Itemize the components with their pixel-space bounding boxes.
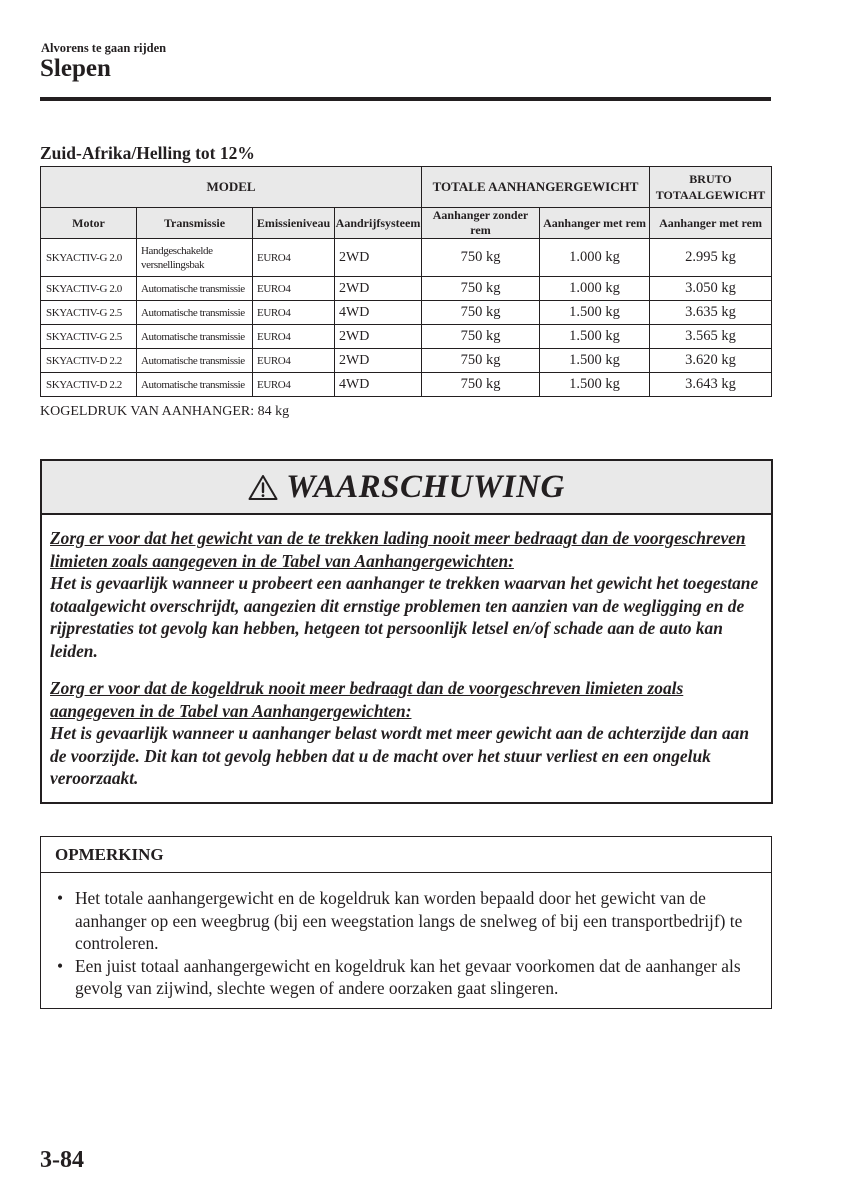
- cell-transmission: Automatische transmissie: [137, 301, 253, 325]
- warning-triangle-icon: [248, 474, 278, 501]
- list-item: [57, 887, 761, 955]
- cell-braked: 1.000 kg: [540, 277, 650, 301]
- cell-emission: EURO4: [253, 349, 335, 373]
- breadcrumb: Alvorens te gaan rijden: [41, 41, 167, 55]
- warning-header: [42, 461, 771, 515]
- column-header-gross-braked: Aanhanger met rem: [650, 208, 772, 239]
- cell-braked: 1.500 kg: [540, 349, 650, 373]
- page-title: Slepen: [40, 55, 111, 82]
- note-box: [40, 836, 772, 1009]
- cell-unbraked: 750 kg: [422, 239, 540, 277]
- ball-pressure-note: KOGELDRUK VAN AANHANGER: 84 kg: [40, 404, 290, 419]
- cell-gross: 3.643 kg: [650, 373, 772, 397]
- towing-weight-table: [40, 166, 772, 397]
- warning-text: Het is gevaarlijk wanneer u probeert een aanhanger te trekken waarvan het gewicht het toegestane totaalgewicht overschrijdt, aangezien dit ernstige problemen ten aanzien van de wegligging en de rijprestaties tot gevolg kan hebben, hetgeen tot persoonlijk letsel en/of schade aan de auto kan leiden.: [50, 573, 759, 661]
- cell-unbraked: 750 kg: [422, 349, 540, 373]
- cell-gross: 3.620 kg: [650, 349, 772, 373]
- cell-braked: 1.500 kg: [540, 373, 650, 397]
- cell-emission: EURO4: [253, 325, 335, 349]
- cell-gross: 2.995 kg: [650, 239, 772, 277]
- cell-transmission: Automatische transmissie: [137, 349, 253, 373]
- cell-emission: EURO4: [253, 373, 335, 397]
- cell-motor: SKYACTIV-G 2.5: [41, 325, 137, 349]
- cell-motor: SKYACTIV-G 2.5: [41, 301, 137, 325]
- cell-drive: 2WD: [335, 349, 422, 373]
- gross-weight-header-line2: TOTAALGEWICHT: [655, 188, 766, 202]
- cell-transmission: Automatische transmissie: [137, 277, 253, 301]
- note-item-text: Het totale aanhangergewicht en de kogeldruk kan worden bepaald door het gewicht van de aanhanger op een weegbrug (bij een weegstation langs de snelweg of bij een transportbedrijf) te controleren.: [75, 888, 743, 953]
- list-item: [57, 955, 761, 1000]
- cell-braked: 1.500 kg: [540, 301, 650, 325]
- column-header-braked: Aanhanger met rem: [540, 208, 650, 239]
- warning-lead: Zorg er voor dat de kogeldruk nooit meer bedraagt dan de voorgeschreven limieten zoals aangegeven in de Tabel van Aanhangergewichten:: [50, 678, 684, 721]
- cell-gross: 3.565 kg: [650, 325, 772, 349]
- total-trailer-weight-header: TOTALE AANHANGERGEWICHT: [422, 167, 650, 208]
- table-row: [41, 349, 772, 373]
- cell-braked: 1.000 kg: [540, 239, 650, 277]
- warning-text: Het is gevaarlijk wanneer u aanhanger belast wordt met meer gewicht aan de achterzijde dan aan de voorzijde. Dit kan tot gevolg hebben dat u de macht over het stuur verliest en een ongeluk veroorzaakt.: [50, 723, 750, 788]
- cell-unbraked: 750 kg: [422, 373, 540, 397]
- cell-braked: 1.500 kg: [540, 325, 650, 349]
- cell-gross: 3.635 kg: [650, 301, 772, 325]
- warning-lead: Zorg er voor dat het gewicht van de te trekken lading nooit meer bedraagt dan de voorgeschreven limieten zoals aangegeven in de Tabel van Aanhangergewichten:: [50, 528, 746, 571]
- column-header-transmission: Transmissie: [137, 208, 253, 239]
- column-header-unbraked: Aanhanger zonder rem: [422, 208, 540, 239]
- table-row: [41, 239, 772, 277]
- cell-drive: 2WD: [335, 325, 422, 349]
- table-row: [41, 325, 772, 349]
- note-title: OPMERKING: [41, 837, 771, 873]
- cell-transmission: Automatische transmissie: [137, 325, 253, 349]
- note-list: [41, 873, 771, 1000]
- page-number: 3-84: [40, 1147, 84, 1173]
- cell-drive: 2WD: [335, 277, 422, 301]
- cell-motor: SKYACTIV-D 2.2: [41, 373, 137, 397]
- column-header-emission: Emissieniveau: [253, 208, 335, 239]
- cell-emission: EURO4: [253, 239, 335, 277]
- warning-box: [40, 459, 773, 804]
- bullet: •: [57, 955, 64, 976]
- table-row: [41, 301, 772, 325]
- model-group-header: MODEL: [41, 167, 422, 208]
- cell-gross: 3.050 kg: [650, 277, 772, 301]
- cell-transmission: Handgeschakelde versnellingsbak: [137, 239, 253, 277]
- gross-weight-header-line1: BRUTO: [689, 172, 732, 186]
- column-header-drive: Aandrijfsysteem: [335, 208, 422, 239]
- table-heading: Zuid-Afrika/Helling tot 12%: [40, 143, 255, 163]
- cell-drive: 4WD: [335, 373, 422, 397]
- cell-unbraked: 750 kg: [422, 277, 540, 301]
- warning-paragraph: [50, 527, 763, 662]
- warning-title: WAARSCHUWING: [286, 468, 565, 505]
- cell-emission: EURO4: [253, 301, 335, 325]
- bullet: •: [57, 888, 64, 908]
- gross-weight-header: [650, 167, 772, 208]
- warning-body: [42, 515, 771, 790]
- column-header-motor: Motor: [41, 208, 137, 239]
- cell-motor: SKYACTIV-G 2.0: [41, 239, 137, 277]
- cell-transmission: Automatische transmissie: [137, 373, 253, 397]
- cell-emission: EURO4: [253, 277, 335, 301]
- note-item-text: Een juist totaal aanhangergewicht en kogeldruk kan het gevaar voorkomen dat de aanhanger als gevolg van zijwind, slechte wegen of andere oorzaken gaat slingeren.: [75, 955, 741, 998]
- table-row: [41, 277, 772, 301]
- cell-drive: 2WD: [335, 239, 422, 277]
- cell-motor: SKYACTIV-D 2.2: [41, 349, 137, 373]
- cell-motor: SKYACTIV-G 2.0: [41, 277, 137, 301]
- cell-unbraked: 750 kg: [422, 325, 540, 349]
- cell-drive: 4WD: [335, 301, 422, 325]
- title-divider: [40, 97, 771, 101]
- cell-unbraked: 750 kg: [422, 301, 540, 325]
- warning-paragraph: [50, 677, 763, 790]
- table-row: [41, 373, 772, 397]
